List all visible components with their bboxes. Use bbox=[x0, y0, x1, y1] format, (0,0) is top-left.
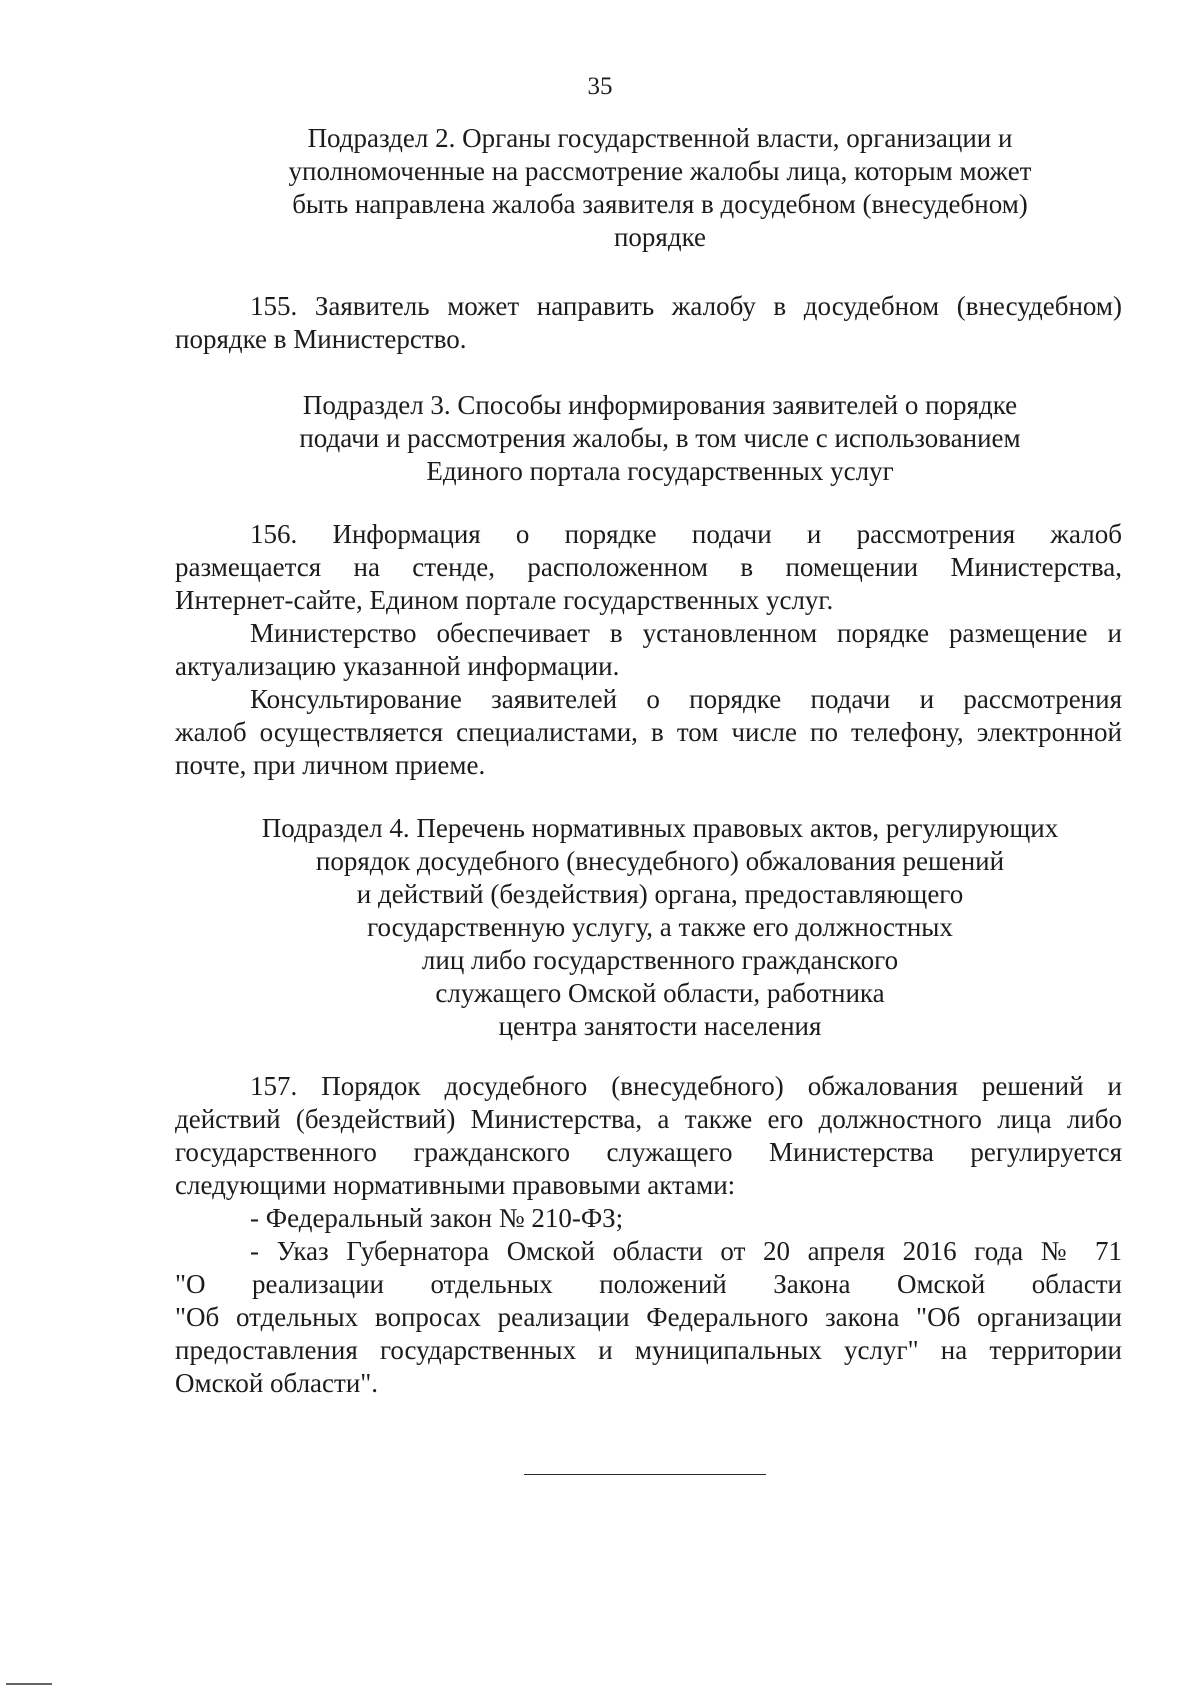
paragraph-line: актуализацию указанной информации. bbox=[175, 651, 620, 681]
scan-margin-mark bbox=[6, 1683, 52, 1685]
heading-line: Подраздел 3. Способы информирования заявителей о порядке bbox=[302, 390, 1018, 420]
paragraph-157 bbox=[175, 1070, 1122, 1400]
subsection-2-heading bbox=[170, 122, 1150, 254]
paragraph-line: "О реализации отдельных положений Закона Омской области bbox=[175, 1269, 1122, 1299]
paragraph-line: 156. Информация о порядке подачи и рассмотрения жалоб bbox=[250, 519, 1122, 549]
paragraph-line: Интернет-сайте, Едином портале государственных услуг. bbox=[175, 585, 834, 615]
heading-line: порядок досудебного (внесудебного) обжалования решений bbox=[315, 846, 1005, 876]
paragraph-line: размещается на стенде, расположенном в помещении Министерства, bbox=[175, 552, 1122, 582]
heading-line: Единого портала государственных услуг bbox=[426, 456, 894, 486]
paragraph-line: 157. Порядок досудебного (внесудебного) обжалования решений и bbox=[250, 1071, 1122, 1101]
paragraph-line: государственного гражданского служащего Министерства регулируется bbox=[175, 1137, 1122, 1167]
heading-line: порядке bbox=[613, 222, 707, 252]
subsection-4-heading bbox=[170, 812, 1150, 1043]
paragraph-line: порядке в Министерство. bbox=[175, 324, 467, 354]
heading-line: лиц либо государственного гражданского bbox=[421, 945, 899, 975]
paragraph-line: действий (бездействий) Министерства, а также его должностного лица либо bbox=[175, 1104, 1122, 1134]
heading-line: быть направлена жалоба заявителя в досудебном (внесудебном) bbox=[292, 189, 1028, 219]
paragraph-line: предоставления государственных и муниципальных услуг" на территории bbox=[175, 1335, 1122, 1365]
heading-line: уполномоченные на рассмотрение жалобы лица, которым может bbox=[288, 156, 1032, 186]
paragraph-156 bbox=[175, 518, 1122, 782]
heading-line: центра занятости населения bbox=[498, 1011, 822, 1041]
list-item: - Федеральный закон № 210-ФЗ; bbox=[250, 1203, 624, 1233]
paragraph-line: Консультирование заявителей о порядке подачи и рассмотрения bbox=[250, 684, 1122, 714]
paragraph-line: почте, при личном приеме. bbox=[175, 750, 486, 780]
paragraph-line: 155. Заявитель может направить жалобу в досудебном (внесудебном) bbox=[250, 291, 1122, 321]
paragraph-line: Министерство обеспечивает в установленном порядке размещение и bbox=[250, 618, 1122, 648]
heading-line: Подраздел 2. Органы государственной власти, организации и bbox=[307, 123, 1013, 153]
heading-line: Подраздел 4. Перечень нормативных правовых актов, регулирующих bbox=[261, 813, 1059, 843]
heading-line: подачи и рассмотрения жалобы, в том числе с использованием bbox=[299, 423, 1021, 453]
paragraph-155 bbox=[175, 290, 1122, 356]
page-number: 35 bbox=[587, 73, 613, 100]
paragraph-line: жалоб осуществляется специалистами, в том числе по телефону, электронной bbox=[175, 717, 1122, 747]
list-item: - Указ Губернатора Омской области от 20 апреля 2016 года № 71 bbox=[250, 1236, 1122, 1266]
subsection-3-heading bbox=[170, 389, 1150, 488]
heading-line: служащего Омской области, работника bbox=[435, 978, 885, 1008]
paragraph-line: "Об отдельных вопросах реализации Федерального закона "Об организации bbox=[175, 1302, 1122, 1332]
paragraph-line: следующими нормативными правовыми актами: bbox=[175, 1170, 736, 1200]
end-rule bbox=[524, 1474, 766, 1475]
paragraph-line: Омской области". bbox=[175, 1368, 379, 1398]
heading-line: государственную услугу, а также его должностных bbox=[367, 912, 953, 942]
heading-line: и действий (бездействия) органа, предоставляющего bbox=[356, 879, 964, 909]
